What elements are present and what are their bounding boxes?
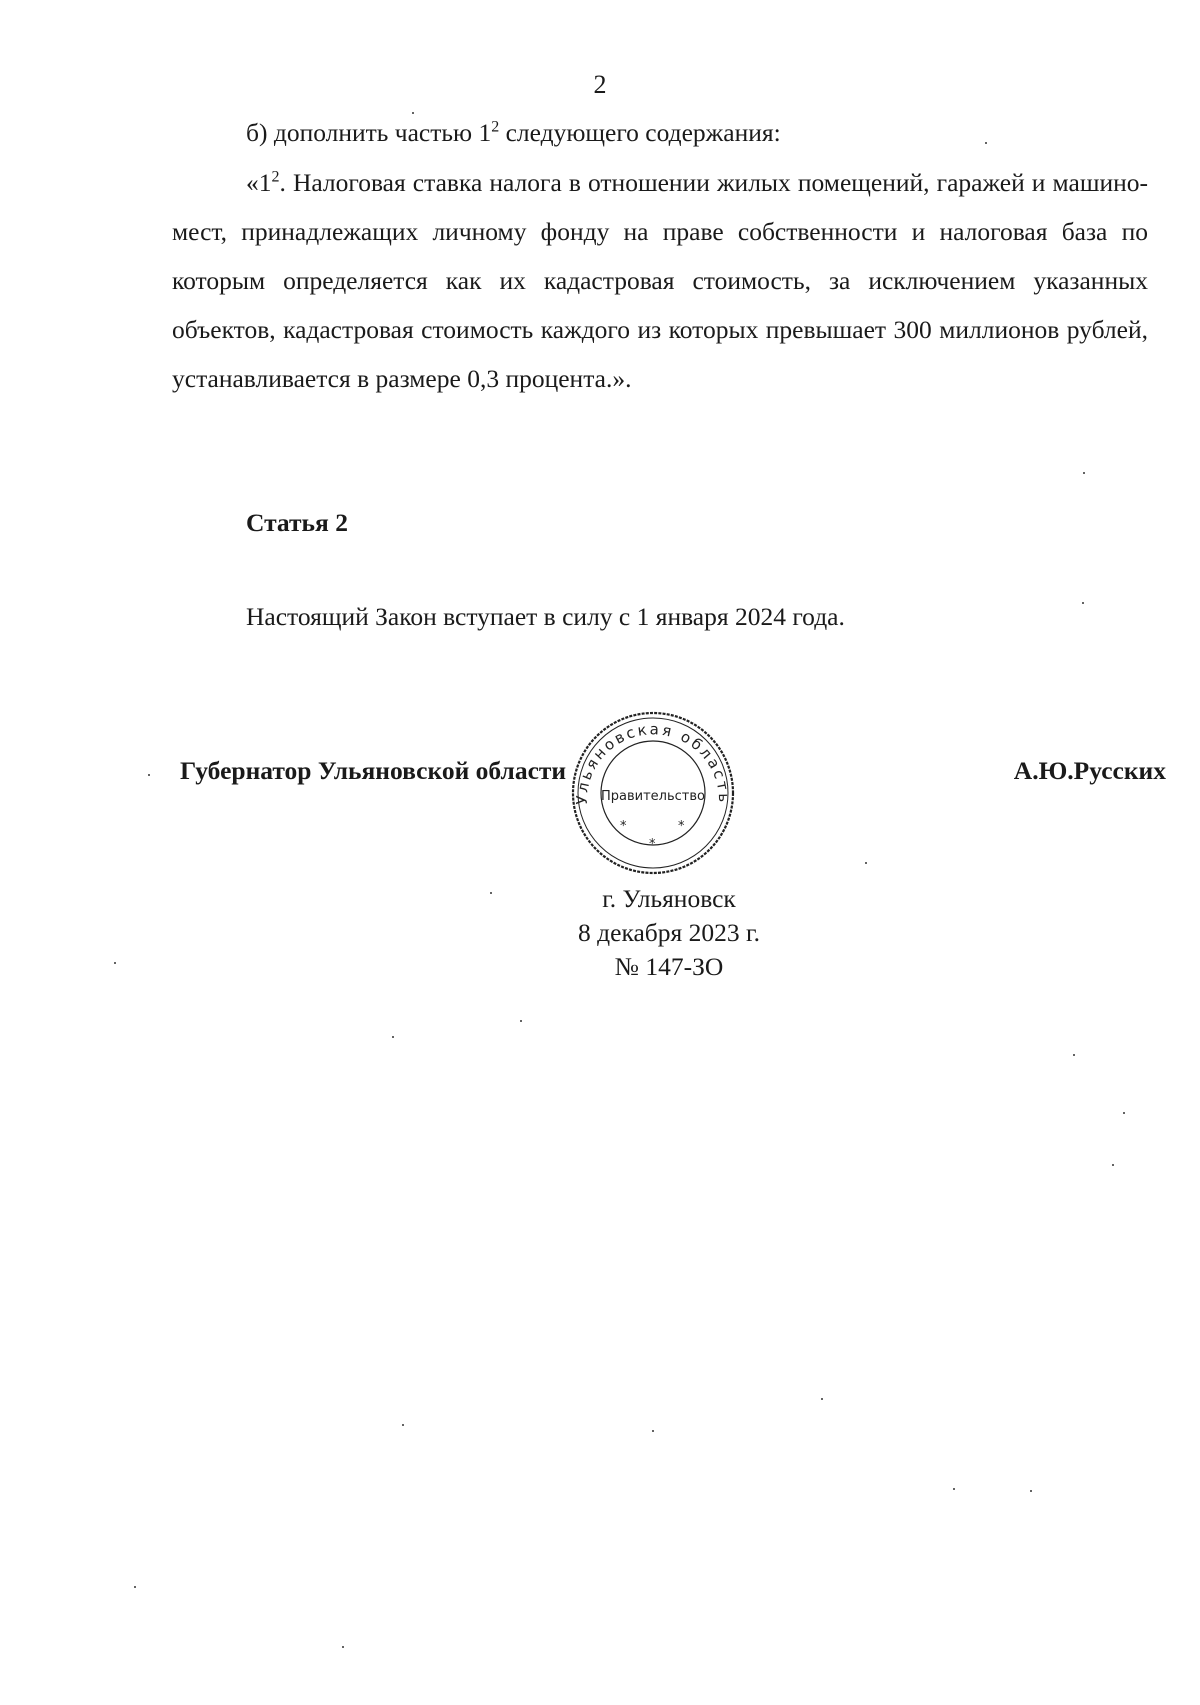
- scan-speck: [114, 962, 116, 964]
- scan-speck: [865, 862, 867, 864]
- scan-speck: [402, 1424, 404, 1426]
- amendment-quote-superscript: 2: [271, 168, 280, 186]
- scan-speck: [490, 892, 492, 894]
- article-text: Настоящий Закон вступает в силу с 1 января 2024 года.: [246, 602, 845, 631]
- scan-speck: [985, 142, 987, 144]
- scan-speck: [1073, 1054, 1075, 1056]
- amendment-quote-open: «1: [246, 168, 272, 197]
- scan-speck: [821, 1398, 823, 1400]
- place-date-block: [0, 882, 1200, 984]
- seal-star-icon: *: [678, 819, 685, 834]
- city: г. Ульяновск: [602, 884, 736, 913]
- scan-speck: [652, 1430, 654, 1432]
- scan-speck: [392, 1036, 394, 1038]
- amendment-quote-body: . Налоговая ставка налога в отношении жилых помещений, гаражей и машино-мест, принадлежащих личному фонду на праве собственности и налоговая база по которым определяется как их кадастровая стоимость, за исключением указанных объектов, кадастровая стоимость каждого из которых превышает 300 миллионов рублей, устанавливается в размере 0,3 процента.».: [172, 168, 1148, 393]
- amendment-intro-lead: б) дополнить частью 1: [246, 118, 492, 147]
- amendment-quote: [172, 158, 1148, 403]
- signer-title: Губернатор Ульяновской области: [180, 756, 567, 785]
- amendment-intro-tail: следующего содержания:: [499, 118, 781, 147]
- signer-name: А.Ю.Русских: [1013, 756, 1166, 785]
- official-seal: [568, 708, 738, 878]
- scan-speck: [953, 1488, 955, 1490]
- seal-ring-text: Ульяновская область: [572, 720, 734, 805]
- scan-speck: [412, 112, 414, 114]
- seal-center-text: Правительство: [601, 789, 705, 804]
- scan-speck: [134, 1586, 136, 1588]
- seal-star-icon: *: [649, 837, 656, 852]
- amendment-intro-superscript: 2: [491, 118, 500, 136]
- scan-speck: [1030, 1490, 1032, 1492]
- scan-speck: [148, 774, 150, 776]
- scan-speck: [1082, 602, 1084, 604]
- law-number: № 147-ЗО: [614, 952, 724, 981]
- scan-speck: [342, 1646, 344, 1648]
- scan-speck: [1112, 1164, 1114, 1166]
- scan-speck: [1083, 472, 1085, 474]
- scan-speck: [1123, 1112, 1125, 1114]
- article-heading: Статья 2: [246, 508, 348, 537]
- amendment-intro: [172, 108, 1148, 157]
- page-number: 2: [593, 70, 607, 99]
- seal-star-icon: *: [620, 819, 627, 834]
- date: 8 декабря 2023 г.: [578, 918, 760, 947]
- scan-speck: [520, 1020, 522, 1022]
